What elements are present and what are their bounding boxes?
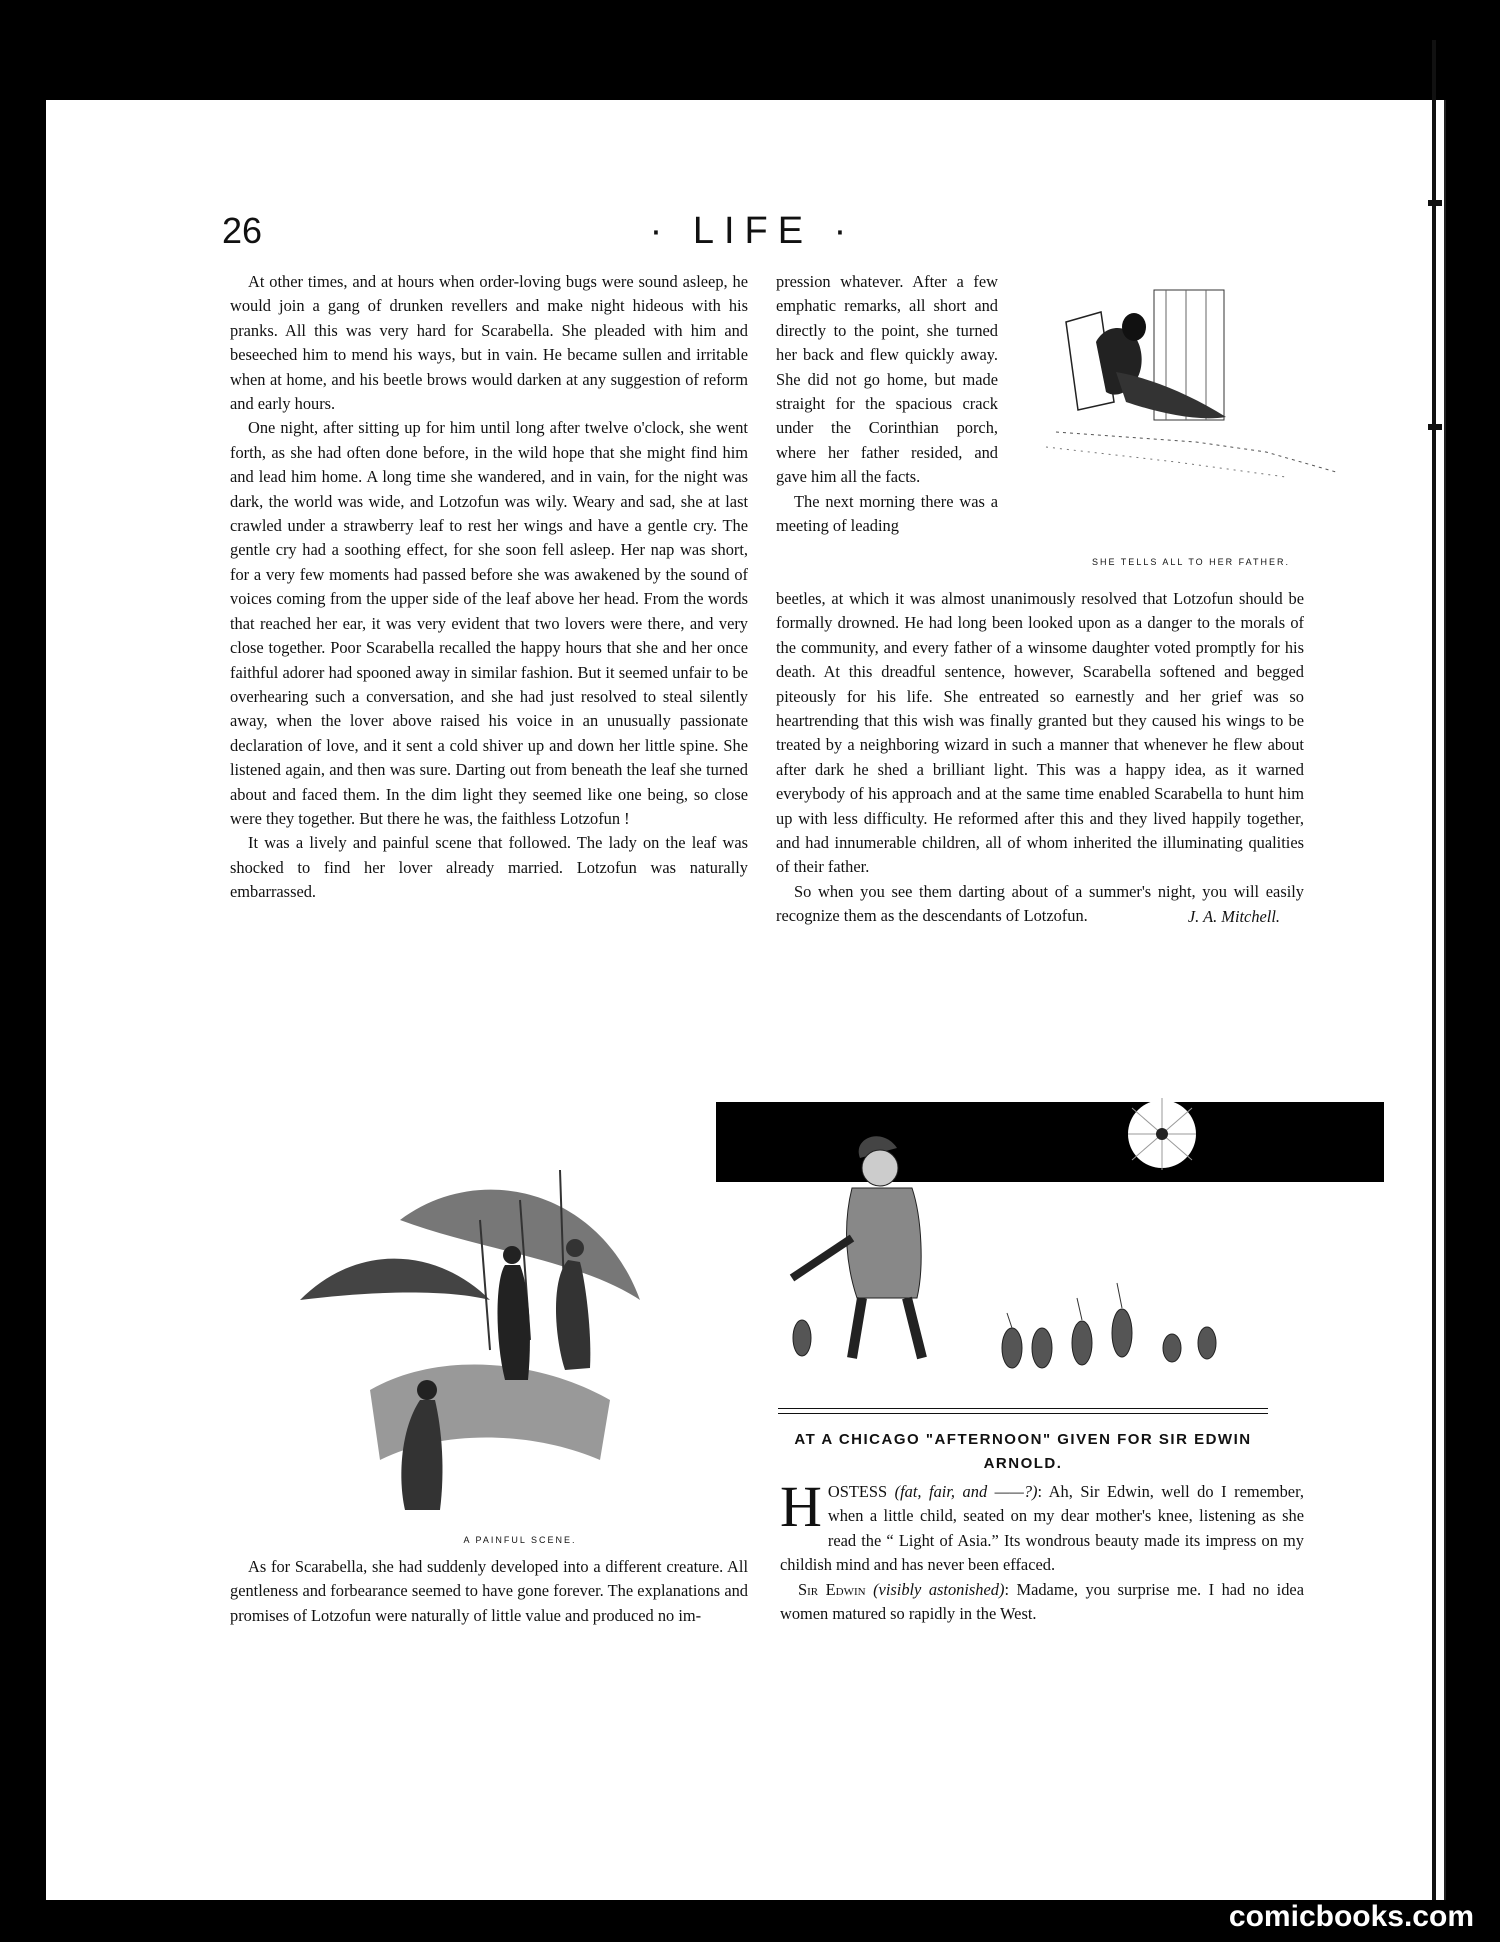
masthead-title: · LIFE · bbox=[649, 210, 857, 252]
author-signature: J. A. Mitchell. bbox=[1187, 906, 1280, 926]
binding-spine bbox=[1432, 40, 1436, 1900]
caption-painful-scene: A PAINFUL SCENE. bbox=[463, 1535, 577, 1545]
paragraph: One night, after sitting up for him until long after twelve o'clock, she went forth, as she had often done before, in the wild hope that she might find him and lead him home. A long time she wandered, and in vain, for the night was dark, the world was wide, and Lotzofun was wily. Weary and sad, she at last crawled under a strawberry leaf to rest her wings and have a gentle cry. The gentle cry had a soothing effect, for she soon fell asleep. Her nap was short, for a very few moments had passed before she was awakened by the sound of voices coming from the upper side of the leaf above her head. From the words that reached her ear, it was very evident that two lovers were there, and very close together. Poor Scarabella recalled the happy hours that she and her once faithful adorer had spooned away in similar fashion. But it seemed unfair to be overhearing such a conversation, and she had just resolved to steal silently away, when the lover above raised his voice in an unusually passionate declaration of love, and it sent a cold shiver up and down her little spine. She listened again, and then was sure. Darting out from beneath the leaf she turned about and faced them. In the dim light they seemed like one being, so close were they together. But there he was, the faithless Lotzofun ! bbox=[230, 418, 748, 828]
speaker-hostess: OSTESS bbox=[827, 1482, 888, 1501]
article-title: AT A CHICAGO "AFTERNOON" GIVEN FOR SIR EDWIN ARNOLD. bbox=[794, 1431, 1252, 1472]
column-left bbox=[230, 270, 748, 905]
column-right-wide bbox=[776, 587, 1304, 929]
edwin-line bbox=[780, 1578, 1304, 1627]
paragraph: The next morning there was a meeting of leading bbox=[776, 491, 998, 536]
divider-rule bbox=[778, 1413, 1268, 1414]
paragraph: beetles, at which it was almost unanimously resolved that Lotzofun should be formally drowned. He had long been looked upon as a danger to the morals of the community, and every father of a winsome daughter voted promptly for his death. At this dreadful sentence, however, Scarabella softened and begged piteously for his life. She entreated so earnestly and her grief was so heartrending that this wish was finally granted but they caused his wings to be treated by a neighboring wizard in such a manner that whenever he flew about after dark he shed a brilliant light. This was a happy idea, as it warned everybody of his approach and at the same time enabled Scarabella to hunt him up with less difficulty. He reformed after this and they lived happily together, and had innumerable children, all of whom inherited the illuminating qualities of their father. bbox=[776, 589, 1304, 877]
binding-stitch bbox=[1428, 200, 1442, 206]
page-number: 26 bbox=[222, 210, 263, 251]
divider-rule bbox=[778, 1408, 1268, 1409]
page-header bbox=[222, 210, 1284, 260]
paragraph: pression whatever. After a few emphatic remarks, all short and directly to the point, she turned her back and flew quickly away. She did not go home, but made straight for the spacious crack under the Corinthian porch, where her father resided, and gave him all the facts. bbox=[776, 272, 998, 487]
illustration-painful-scene bbox=[280, 1100, 690, 1525]
stage-direction: (fat, fair, and ——?) bbox=[894, 1482, 1038, 1501]
hostess-speech: : Ah, Sir Edwin, well do I remember, when a little child, seated on my dear mother's knee, listening as she read the “ Light of Asia.” Its wondrous beauty made its impress on my childish mind and has never been effaced. bbox=[780, 1482, 1304, 1575]
stage-direction: (visibly astonished) bbox=[873, 1579, 1005, 1599]
column-left-bottom bbox=[230, 1555, 748, 1628]
speaker-edwin: Sir Edwin bbox=[798, 1579, 866, 1599]
hostess-line bbox=[780, 1474, 1304, 1578]
paragraph: So when you see them darting about of a summer's night, you will easily recognize them as the descendants of Lotzofun. bbox=[776, 881, 1304, 926]
drop-cap: H bbox=[780, 1474, 822, 1539]
watermark: comicbooks.com bbox=[1228, 1900, 1474, 1933]
paragraph: It was a lively and painful scene that followed. The lady on the leaf was shocked to find her lover already married. Lotzofun was naturally embarrassed. bbox=[230, 833, 748, 902]
paragraph: As for Scarabella, she had suddenly developed into a different creature. All gentleness and forbearance seemed to have gone forever. The explanations and promises of Lotzofun were naturally of little value and produced no im- bbox=[230, 1557, 748, 1625]
illustration-father bbox=[1026, 282, 1356, 504]
paragraph: At other times, and at hours when order-loving bugs were sound asleep, he would join a gang of drunken revellers and make night hideous with his pranks. All this was very hard for Scarabella. She pleaded with him and beseeched him to mend his ways, but in vain. He became sullen and irritable when at home, and his beetle brows would darken at any suggestion of reform and early hours. bbox=[230, 272, 748, 414]
illustration-policeman-beetles bbox=[712, 1098, 1384, 1398]
caption-father: SHE TELLS ALL TO HER FATHER. bbox=[1091, 557, 1291, 567]
article-body bbox=[780, 1474, 1304, 1626]
column-right-narrow bbox=[776, 270, 998, 538]
binding-stitch bbox=[1428, 424, 1442, 430]
edwin-speech: : Madame, you surprise me. I had no idea women matured so rapidly in the West. bbox=[780, 1579, 1304, 1624]
